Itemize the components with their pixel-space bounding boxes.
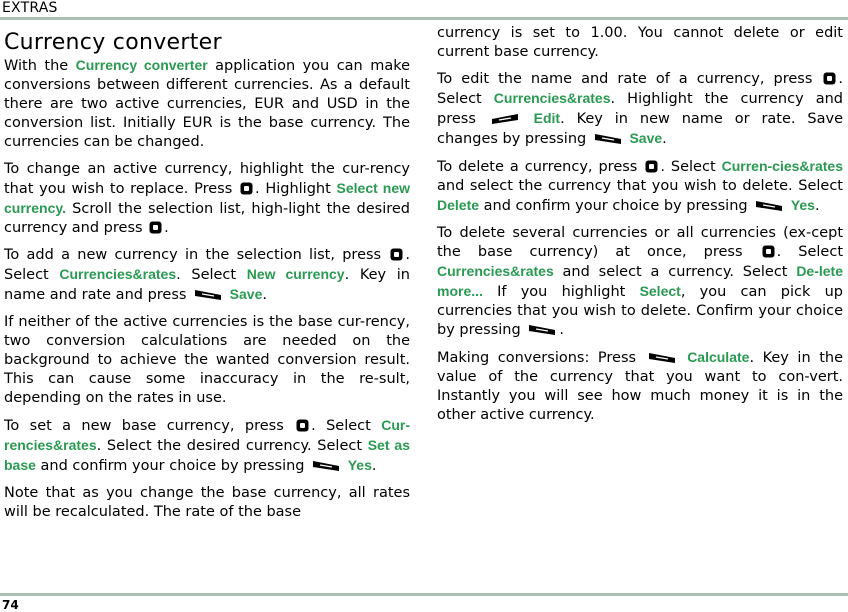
paragraph-change-currency: To change an active currency, highlight the cur-rency that you wish to replace. Press . Highlight Select new currency. Scroll the selection list, high-light the desired currency and press . bbox=[4, 161, 410, 236]
select-new-currency-term: Select new currency. bbox=[4, 180, 410, 216]
left-softkey-icon bbox=[490, 111, 520, 125]
yes-term: Yes bbox=[347, 457, 372, 473]
rencies-rates-term: rencies&rates bbox=[4, 437, 97, 453]
paragraph-recalc-note: Note that as you change the base currency, all rates will be recalculated. The rate of the base bbox=[4, 485, 410, 520]
menu-key-icon bbox=[149, 221, 162, 234]
calculate-term: Calculate bbox=[687, 349, 750, 365]
softkey-icon bbox=[311, 458, 341, 472]
softkey-icon bbox=[193, 287, 223, 301]
softkey-icon bbox=[527, 322, 557, 336]
menu-key-icon bbox=[296, 419, 309, 432]
currencies-rates-term: Currencies&rates bbox=[59, 266, 177, 282]
menu-key-icon bbox=[390, 248, 403, 261]
paragraph-add-currency: To add a new currency in the selection list, press . Select Currencies&rates. Select New currency. Key in name and rate and press Save. bbox=[4, 247, 410, 303]
new-currency-term: New currency bbox=[246, 266, 345, 282]
paragraph-intro: With the Currency converter application you can make conversions between different currencies. As a default there are two active currencies, EUR and USD in the conversion list. Initially EUR is the base currency. The currencies can be changed. bbox=[4, 57, 411, 150]
menu-key-icon bbox=[645, 160, 658, 173]
section-header: EXTRAS bbox=[2, 0, 58, 16]
cur-term: Cur- bbox=[381, 417, 410, 433]
menu-key-icon bbox=[823, 72, 836, 85]
paragraph-conversions: Making conversions: Press Calculate. Key in the value of the currency that you want to con-vert. Instantly you will see how much money it is in the other active currency. bbox=[437, 349, 844, 423]
set-as-base-term: Set as base bbox=[4, 437, 411, 473]
save-term: Save bbox=[229, 286, 263, 302]
currencies-rates-term: Currencies&rates bbox=[493, 90, 611, 106]
page-title: Currency converter bbox=[4, 30, 222, 55]
save-term: Save bbox=[629, 130, 663, 146]
edit-term: Edit bbox=[533, 110, 561, 126]
page-number: 74 bbox=[2, 598, 19, 612]
menu-key-icon bbox=[240, 182, 253, 195]
lete-more-term: lete more... bbox=[437, 263, 843, 299]
softkey-icon bbox=[647, 350, 677, 364]
softkey-icon bbox=[754, 198, 784, 212]
paragraph-delete-several: To delete several currencies or all currencies (ex-cept the base currency) at once, press . Select Currencies&rates and select a currency. Select De-lete more... If you highlight Select, you can pick up currencies that you wish to delete. Confirm your choice by pressing . bbox=[437, 225, 843, 338]
de-term: De- bbox=[796, 263, 819, 279]
right-column bbox=[437, 24, 843, 433]
paragraph-set-base: To set a new base currency, press . Select Cur-rencies&rates. Select the desired currency. Select Set as base and confirm your choice by pressing Yes. bbox=[4, 417, 411, 474]
bottom-rule bbox=[0, 593, 848, 596]
curren-term: Curren- bbox=[721, 158, 773, 174]
currencies-rates-term: Currencies&rates bbox=[437, 263, 554, 279]
delete-term: Delete bbox=[437, 197, 480, 213]
yes-term: Yes bbox=[790, 197, 815, 213]
paragraph-base-note: If neither of the active currencies is the base cur-rency, two conversion calculations are needed on the background to achieve the wanted conversion result. This can cause some inaccuracy in the re-sult, depending on the rates in use. bbox=[4, 314, 410, 406]
top-rule bbox=[0, 17, 848, 20]
paragraph-base-rate: currency is set to 1.00. You cannot delete or edit current base currency. bbox=[437, 25, 843, 60]
softkey-icon bbox=[593, 131, 623, 145]
cies-rates-term: cies&rates bbox=[772, 158, 843, 174]
paragraph-edit-currency: To edit the name and rate of a currency, press . Select Currencies&rates. Highlight the currency and press Edit. Key in new name or rate. Save changes by pressing Save. bbox=[437, 71, 843, 147]
paragraph-delete-currency: To delete a currency, press . Select Curren-cies&rates and select the currency that you wish to delete. Select Delete and confirm your choice by pressing Yes. bbox=[437, 158, 843, 214]
left-column bbox=[4, 56, 410, 530]
select-term: Select bbox=[639, 283, 681, 299]
app-name-term: Currency converter bbox=[75, 57, 208, 73]
menu-key-icon bbox=[762, 245, 775, 258]
